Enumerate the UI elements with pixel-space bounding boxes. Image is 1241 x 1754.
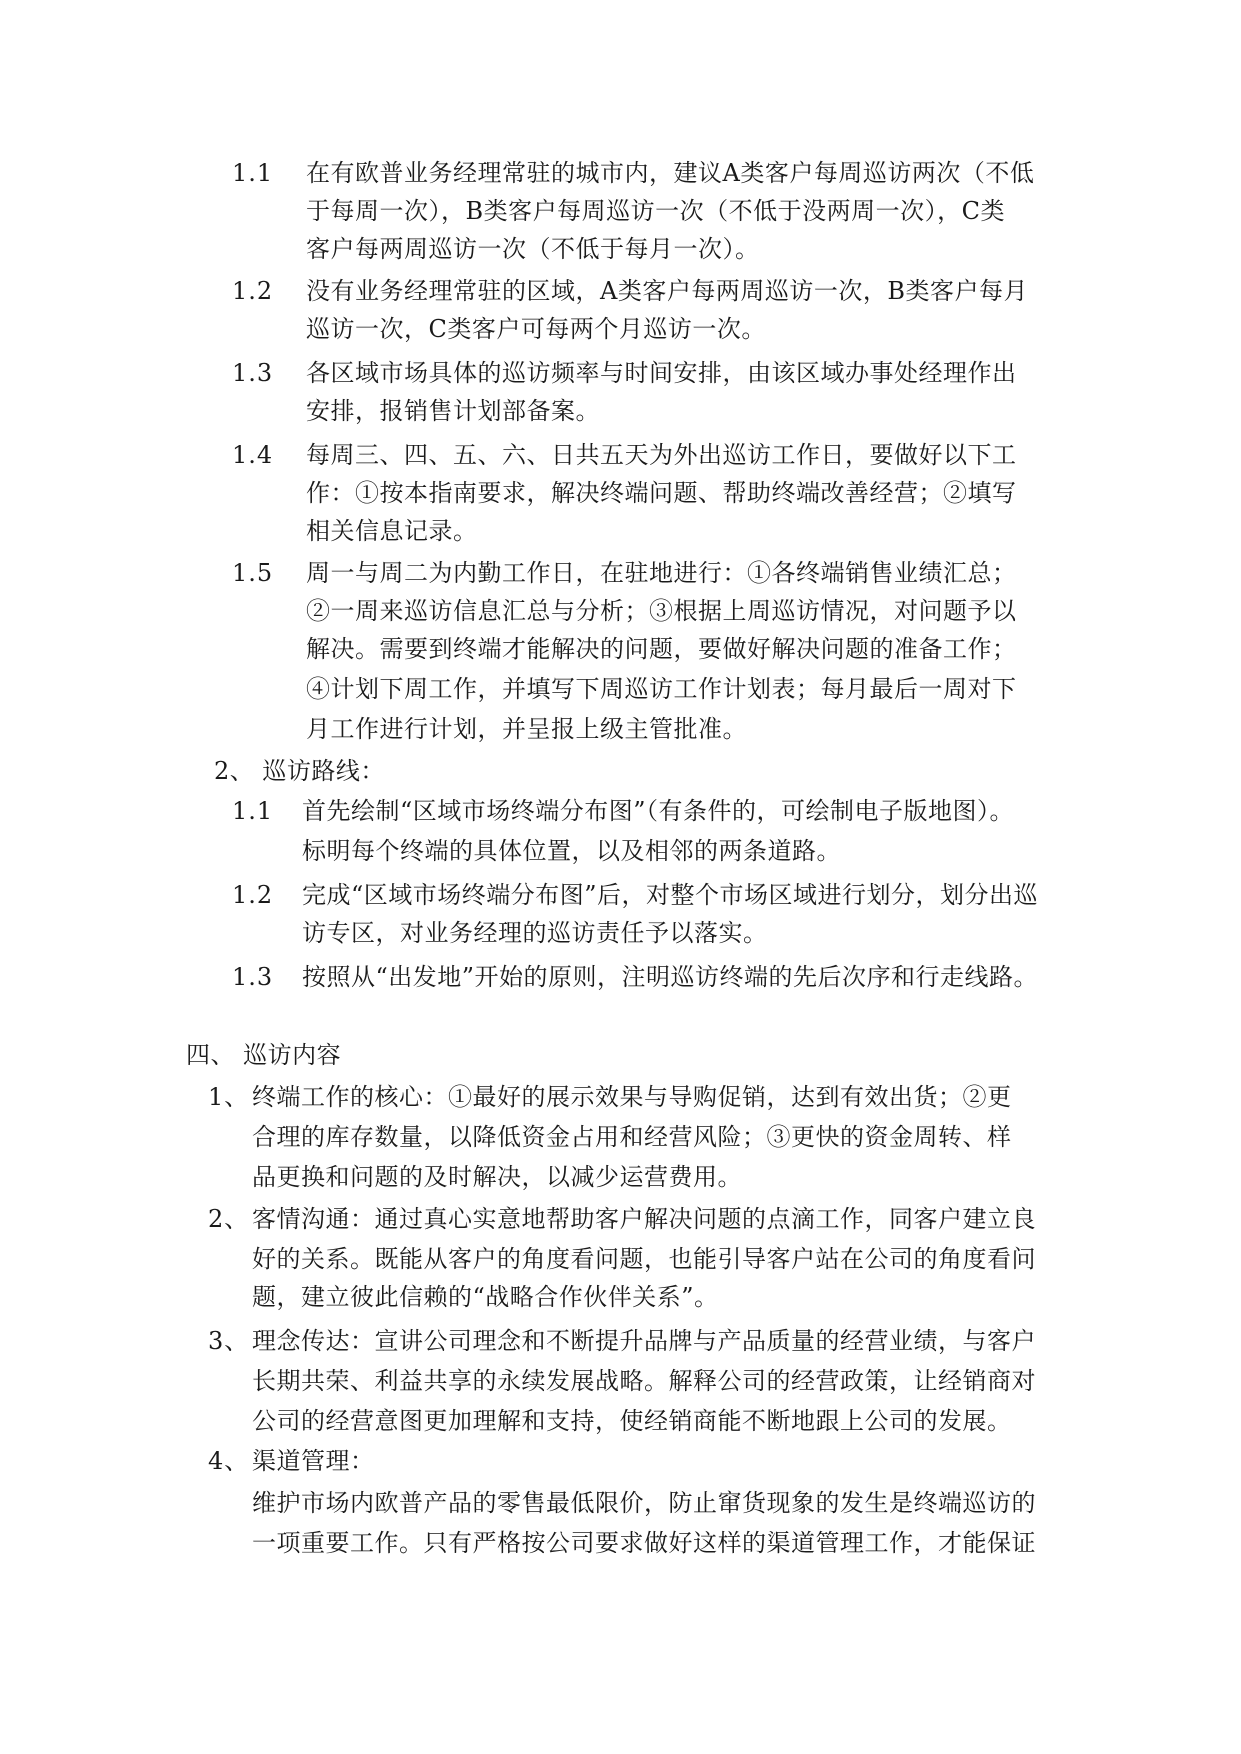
item-number: 1.3 <box>232 963 274 991</box>
section-heading: 四、 巡访内容 <box>186 1041 342 1069</box>
item-text-line: 在有欧普业务经理常驻的城市内，建议A类客户每周巡访两次（不低 <box>306 159 1035 187</box>
item-text-line: 渠道管理： <box>252 1447 375 1475</box>
item-text-line: 周一与周二为内勤工作日，在驻地进行：①各终端销售业绩汇总； <box>306 559 1017 587</box>
item-text-line: 首先绘制“区域市场终端分布图”（有条件的，可绘制电子版地图）。 <box>302 797 1015 825</box>
item-text-line: 解决。需要到终端才能解决的问题，要做好解决问题的准备工作； <box>306 635 1017 663</box>
item-text-line: 完成“区域市场终端分布图”后，对整个市场区域进行划分，划分出巡 <box>302 881 1039 909</box>
item-text-line: 品更换和问题的及时解决，以减少运营费用。 <box>252 1163 742 1191</box>
item-text-line: 客户每两周巡访一次（不低于每月一次）。 <box>306 235 760 263</box>
item-text-line: 理念传达：宣讲公司理念和不断提升品牌与产品质量的经营业绩，与客户 <box>252 1327 1036 1355</box>
item-text-line: 题，建立彼此信赖的“战略合作伙伴关系”。 <box>252 1283 719 1311</box>
item-text-line: 一项重要工作。只有严格按公司要求做好这样的渠道管理工作，才能保证 <box>252 1529 1036 1557</box>
item-text-line: 每周三、四、五、六、日共五天为外出巡访工作日，要做好以下工 <box>306 441 1017 469</box>
item-text-line: 相关信息记录。 <box>306 517 478 545</box>
item-text-line: ④计划下周工作，并填写下周巡访工作计划表；每月最后一周对下 <box>306 675 1017 703</box>
item-text-line: 终端工作的核心：①最好的展示效果与导购促销，达到有效出货；②更 <box>252 1083 1012 1111</box>
item-number: 3、 <box>208 1327 250 1355</box>
item-number: 2、 <box>208 1205 250 1233</box>
item-text-line: 维护市场内欧普产品的零售最低限价，防止窜货现象的发生是终端巡访的 <box>252 1489 1036 1517</box>
item-text-line: 于每周一次），B类客户每周巡访一次（不低于没两周一次），C类 <box>306 197 1005 225</box>
item-text-line: 巡访一次，C类客户可每两个月巡访一次。 <box>306 315 766 343</box>
item-number: 1.4 <box>232 441 274 469</box>
item-text-line: 标明每个终端的具体位置，以及相邻的两条道路。 <box>302 837 841 865</box>
item-number: 1.3 <box>232 359 274 387</box>
item-number: 1、 <box>208 1083 250 1111</box>
item-text-line: 安排，报销售计划部备案。 <box>306 397 600 425</box>
item-text-line: 访专区，对业务经理的巡访责任予以落实。 <box>302 919 768 947</box>
item-text-line: 合理的库存数量，以降低资金占用和经营风险；③更快的资金周转、样 <box>252 1123 1012 1151</box>
item-number: 1.2 <box>232 881 274 909</box>
item-text-line: 按照从“出发地”开始的原则，注明巡访终端的先后次序和行走线路。 <box>302 963 1039 991</box>
item-number: 1.1 <box>232 797 274 825</box>
item-text-line: 长期共荣、利益共享的永续发展战略。解释公司的经营政策，让经销商对 <box>252 1367 1036 1395</box>
item-number: 1.2 <box>232 277 274 305</box>
item-text-line: 好的关系。既能从客户的角度看问题，也能引导客户站在公司的角度看问 <box>252 1245 1036 1273</box>
item-text-line: 没有业务经理常驻的区域，A类客户每两周巡访一次，B类客户每月 <box>306 277 1028 305</box>
item-text-line: 公司的经营意图更加理解和支持，使经销商能不断地跟上公司的发展。 <box>252 1407 1012 1435</box>
item-text-line: 作：①按本指南要求，解决终端问题、帮助终端改善经营；②填写 <box>306 479 1017 507</box>
item-text-line: 各区域市场具体的巡访频率与时间安排，由该区域办事处经理作出 <box>306 359 1017 387</box>
section-heading: 2、 巡访路线： <box>214 757 385 785</box>
item-number: 1.5 <box>232 559 274 587</box>
item-text-line: ②一周来巡访信息汇总与分析；③根据上周巡访情况，对问题予以 <box>306 597 1017 625</box>
item-text-line: 月工作进行计划，并呈报上级主管批准。 <box>306 715 747 743</box>
item-number: 1.1 <box>232 159 274 187</box>
item-number: 4、 <box>208 1447 250 1475</box>
item-text-line: 客情沟通：通过真心实意地帮助客户解决问题的点滴工作，同客户建立良 <box>252 1205 1036 1233</box>
